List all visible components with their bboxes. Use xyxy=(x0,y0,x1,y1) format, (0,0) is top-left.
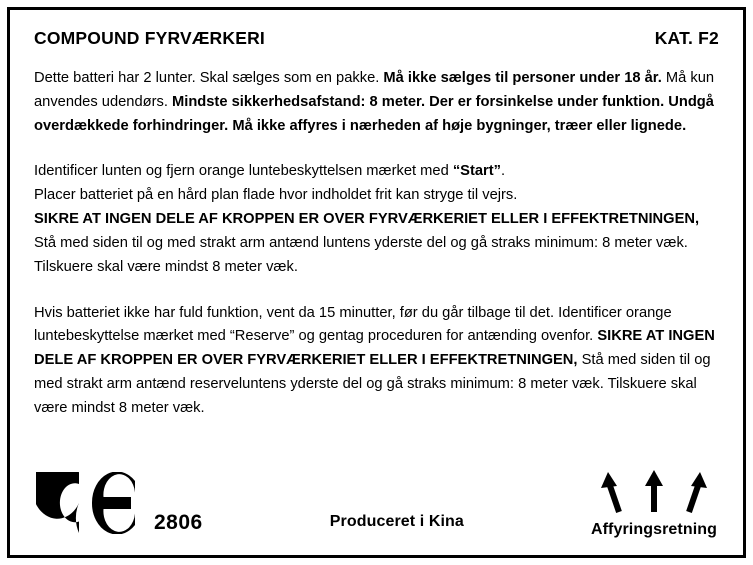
instr-line3-rest: Stå med siden til og med strakt arm antænd luntens yderste del og gå straks minimum: 8 meter væk. Tilskuere skal være mindst 8 meter væk. xyxy=(34,234,688,275)
label-footer xyxy=(10,470,743,539)
misfire-part1: Hvis batteriet ikke har fuld funktion, vent da 15 minutter, før du går tilbage til det. Identificer orange luntebeskyttelse mærket med “Reserve” og gentag proceduren for antænding ovenfor. xyxy=(34,304,672,345)
category-badge: KAT. F2 xyxy=(654,28,719,48)
instr-start-label: “Start” xyxy=(452,163,501,180)
warning-p1-bold-safety: Mindste sikkerhedsafstand: 8 meter. Der er forsinkelse under funktion. Undgå overdækkede forhindringer. Må ikke affyres i nærheden af høje bygninger, træer eller lignede. xyxy=(34,93,714,134)
misfire-paragraph-3 xyxy=(34,302,719,421)
instr-line2: Placer batteriet på en hård plan flade hvor indholdet frit kan stryge til vejrs. xyxy=(34,187,518,204)
misfire-part3: Stå med siden til og med strakt arm antænd reserveluntens yderste del og gå straks minimum: 8 meter væk. Tilskuere skal være mindst 8 meter væk. xyxy=(34,352,711,416)
label-border-frame xyxy=(7,7,746,558)
warning-paragraph-1 xyxy=(34,67,719,138)
ce-mark-icon xyxy=(36,472,142,539)
instr-line1-end: . xyxy=(500,163,506,180)
notified-body-number: 2806 xyxy=(154,511,203,534)
made-in-text: Produceret i Kina xyxy=(329,513,464,530)
warning-p1-part3: Må kun anvendes udendørs. xyxy=(34,70,715,110)
instr-line1: Identificer lunten og fjern orange luntebeskyttelsen mærket med xyxy=(34,163,453,180)
instructions-paragraph-2 xyxy=(34,160,719,279)
firing-direction-arrows-icon xyxy=(600,470,708,519)
label-header xyxy=(34,28,719,49)
warning-p1-part1: Dette batteri har 2 lunter. Skal sælges som en pakke. xyxy=(34,70,384,86)
firing-direction-group xyxy=(591,470,717,539)
firing-direction-label: Affyringsretning xyxy=(590,521,717,538)
ce-group xyxy=(36,472,203,539)
page-title: COMPOUND FYRVÆRKERI xyxy=(34,28,265,48)
warning-p1-bold-age: Må ikke sælges til personer under 18 år. xyxy=(383,70,662,86)
misfire-body-warning: SIKRE AT INGEN DELE AF KROPPEN ER OVER FYRVÆRKERIET ELLER I EFFEKTRETNINGEN, xyxy=(34,328,715,369)
instr-body-warning: SIKRE AT INGEN DELE AF KROPPEN ER OVER FYRVÆRKERIET ELLER I EFFEKTRETNINGEN, xyxy=(34,211,700,228)
